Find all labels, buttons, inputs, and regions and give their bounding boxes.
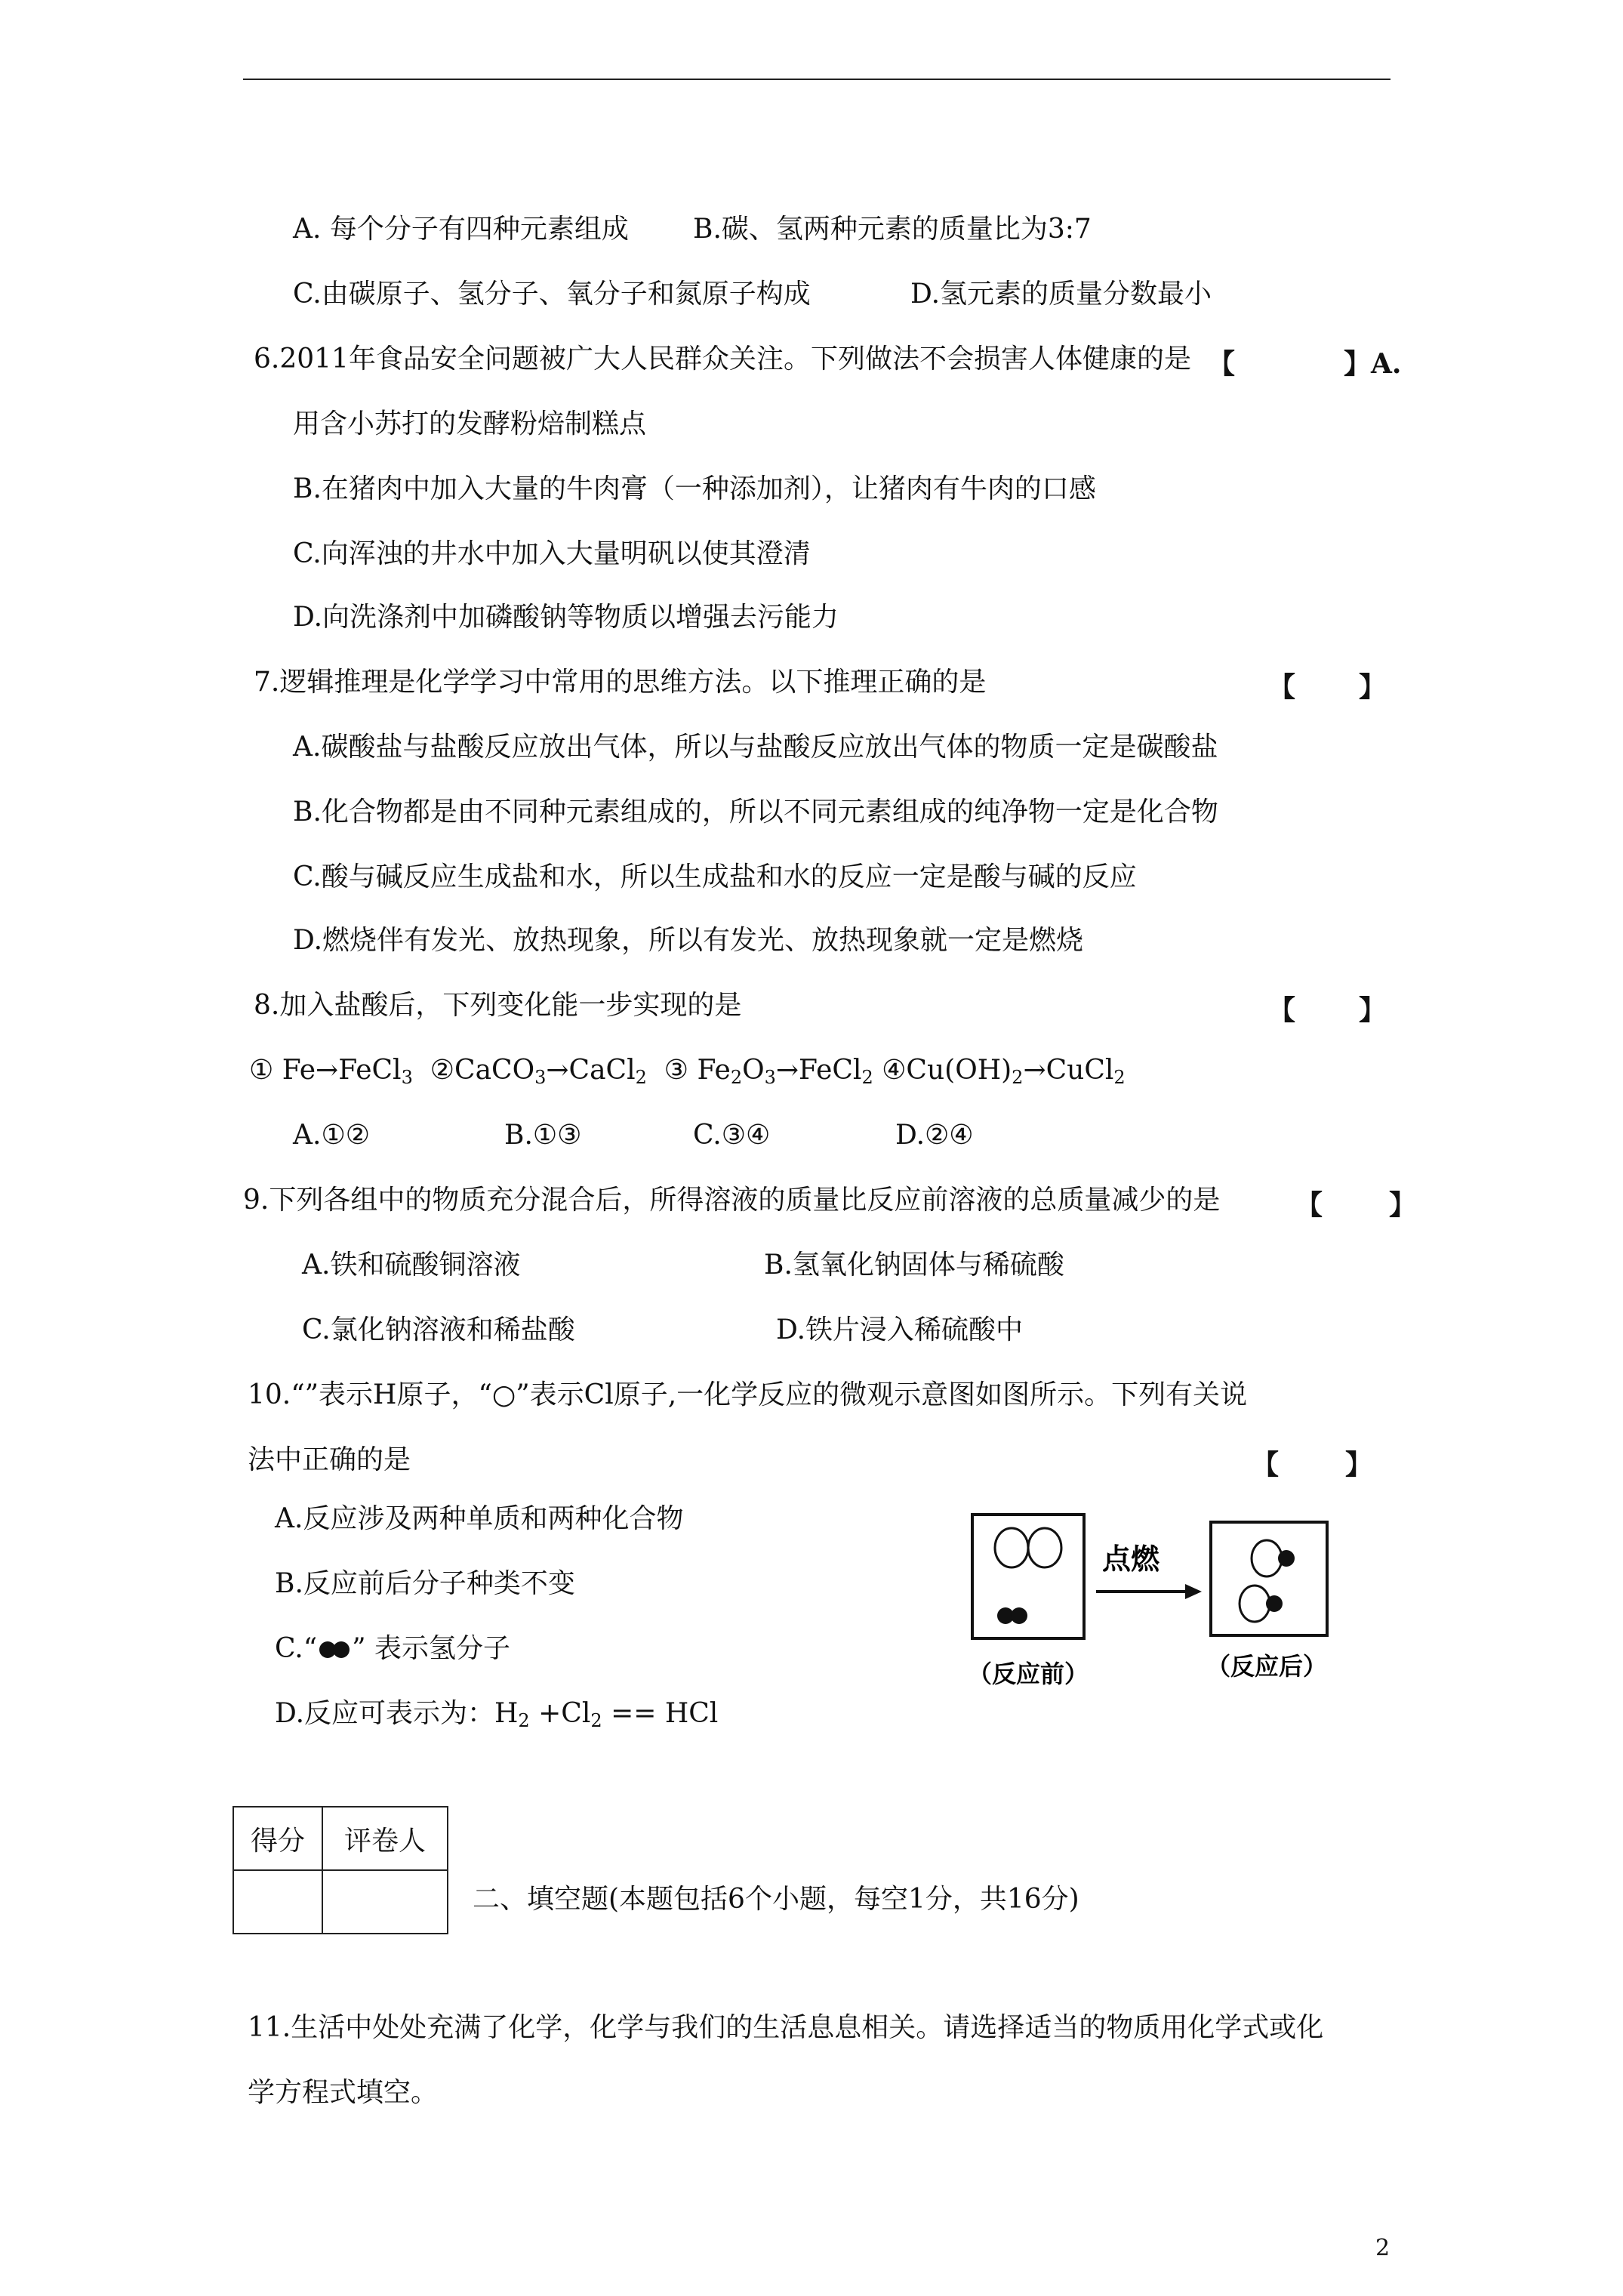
q10-option-b: B.反应前后分子种类不变: [275, 1568, 575, 1599]
q5-option-c: C.由碳原子、氢分子、氧分子和氮原子构成: [293, 279, 811, 310]
grader-cell: [322, 1870, 448, 1934]
q6-option-b: B.在猪肉中加入大量的牛肉膏（一种添加剂），让猪肉有牛肉的口感: [293, 473, 1096, 504]
before-box: [972, 1515, 1084, 1638]
after-label: （反应后）: [1206, 1653, 1328, 1680]
q6-option-c: C.向浑浊的井水中加入大量明矾以使其澄清: [293, 538, 811, 569]
q6-bracket-right: 】A.: [1344, 348, 1402, 380]
q7-stem: 7.逻辑推理是化学学习中常用的思维方法。以下推理正确的是: [254, 667, 987, 698]
q7-option-a: A.碳酸盐与盐酸反应放出气体，所以与盐酸反应放出气体的物质一定是碳酸盐: [293, 732, 1218, 763]
q8-option-a: A.①②: [293, 1120, 370, 1151]
score-cell: [233, 1870, 322, 1934]
q10-option-c-suffix: ” 表示氢分子: [352, 1633, 510, 1664]
q8-option-d: D.②④: [895, 1120, 974, 1151]
q6-option-d: D.向洗涤剂中加磷酸钠等物质以增强去污能力: [293, 602, 839, 633]
arrow-label: 点燃: [1102, 1544, 1160, 1576]
q9-option-a: A.铁和硫酸铜溶液: [302, 1250, 521, 1281]
q10-option-c: [275, 1632, 510, 1666]
grader-header: 评卷人: [322, 1807, 448, 1870]
header-rule: [243, 79, 1390, 80]
q10-option-d: D.反应可表示为：$H_2 +Cl_2$ == HCl: [275, 1698, 719, 1731]
q9-stem: 9.下列各组中的物质充分混合后，所得溶液的质量比反应前溶液的总质量减少的是: [243, 1185, 1221, 1216]
q9-bracket-right: 】: [1389, 1189, 1417, 1221]
section-2-heading: 二、填空题(本题包括6个小题，每空1分，共16分): [473, 1884, 1079, 1915]
hydrogen-molecule-icon: [317, 1639, 352, 1660]
q9-option-b: B.氢氧化钠固体与稀硫酸: [764, 1250, 1064, 1281]
before-label: （反应前）: [968, 1660, 1089, 1687]
q9-option-c: C.氯化钠溶液和稀盐酸: [302, 1314, 575, 1345]
q10-stem-line1: 10.“”表示H原子，“○”表示Cl原子,一化学反应的微观示意图如图所示。下列有关说: [248, 1379, 1248, 1410]
q5-option-d: D.氢元素的质量分数最小: [910, 279, 1212, 310]
q10-bracket-left: 【: [1252, 1449, 1280, 1481]
h-atom: [1266, 1595, 1283, 1612]
reaction-diagram: [966, 1502, 1344, 1699]
q7-option-b: B.化合物都是由不同种元素组成的，所以不同元素组成的纯净物一定是化合物: [293, 797, 1218, 827]
q5-option-a: A. 每个分子有四种元素组成: [293, 214, 629, 245]
q8-option-b: B.①③: [504, 1120, 582, 1151]
q11-line1: 11.生活中处处充满了化学，化学与我们的生活息息相关。请选择适当的物质用化学式或化: [248, 2012, 1324, 2043]
q10-option-d-prefix: D.反应可表示为：H: [275, 1698, 519, 1729]
q8-stem: 8.加入盐酸后，下列变化能一步实现的是: [254, 990, 742, 1021]
q8-reactions: ① Fe→FeCl$_3$ ②CaCO$_3$→CaCl$_2$ ③ $Fe_2O_3\to FeCl_2$ $④Cu(OH)_2\to CuCl_2$: [249, 1055, 1126, 1088]
q6-stem: 6.2011年食品安全问题被广大人民群众关注。下列做法不会损害人体健康的是: [254, 344, 1191, 374]
q7-bracket-left: 【: [1268, 671, 1296, 703]
q10-bracket-right: 】: [1345, 1449, 1373, 1481]
score-header: 得分: [233, 1807, 322, 1870]
after-box: [1211, 1522, 1327, 1635]
q6-option-a: 用含小苏打的发酵粉焙制糕点: [293, 408, 647, 439]
reaction-arrowhead: [1185, 1584, 1202, 1599]
q9-bracket-left: 【: [1295, 1189, 1323, 1221]
q11-line2: 学方程式填空。: [248, 2077, 439, 2108]
score-table: [233, 1806, 448, 1934]
q10-option-c-prefix: C.“: [275, 1633, 318, 1664]
q10-option-a: A.反应涉及两种单质和两种化合物: [275, 1503, 684, 1534]
page-number: 2: [1375, 2235, 1390, 2261]
q7-option-c: C.酸与碱反应生成盐和水，所以生成盐和水的反应一定是酸与碱的反应: [293, 861, 1137, 892]
h-atom: [1011, 1607, 1027, 1624]
q8-option-c: C.③④: [693, 1120, 771, 1151]
q5-option-b: B.碳、氢两种元素的质量比为3:7: [693, 214, 1092, 245]
q8-bracket-left: 【: [1268, 994, 1296, 1026]
q8-bracket-right: 】: [1359, 994, 1387, 1026]
q10-stem-line2: 法中正确的是: [248, 1444, 411, 1475]
q6-bracket-left: 【: [1208, 348, 1236, 380]
h-atom: [1278, 1550, 1295, 1567]
q7-bracket-right: 】: [1359, 671, 1387, 703]
q7-option-d: D.燃烧伴有发光、放热现象，所以有发光、放热现象就一定是燃烧: [293, 925, 1084, 956]
q9-option-d: D.铁片浸入稀硫酸中: [776, 1314, 1024, 1345]
